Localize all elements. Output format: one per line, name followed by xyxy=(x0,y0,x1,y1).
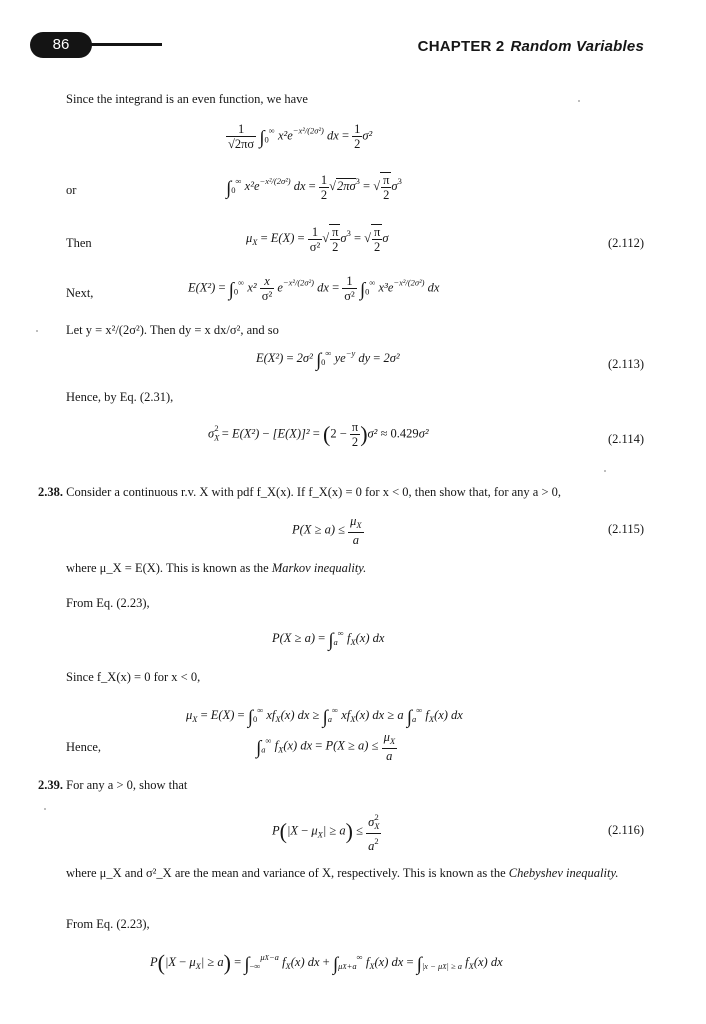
equation-markov-chain: $\mu_X = E(X) = \int_0^\infty$ $xf_X(x)$ dx ≥ $\int_a^\infty$ $xf_X(x)$ dx ≥ a $\int_a^\infty$ $f_X(x)$ dx xyxy=(186,705,463,728)
problem-2-39-number: 2.39. xyxy=(38,778,63,792)
equation-markov-result: $\int_a^\infty$ $f_X(x)$ dx = P(X ≥ a) ≤ $\frac{\mu_X}{a}$ xyxy=(256,730,396,763)
chapter-title: Random Variables xyxy=(510,38,644,55)
equation-number-2-113: (2.113) xyxy=(608,357,644,371)
equation-mean: $\mu_X = E(X)$ = $\frac{1}{\text{σ²}}$ √ $\frac{\pi}{2}$ $\sigma^3$ = √ $\frac{\pi}{2}$ σ xyxy=(246,224,389,254)
running-header xyxy=(418,38,644,55)
problem-2-38 xyxy=(38,485,561,500)
next-text: Next, xyxy=(66,286,94,300)
equation-p-x-ge-a: $P(X \ge a) = \int_a^\infty$ $f_X(x)$ dx xyxy=(272,628,385,651)
problem-2-38-statement: Consider a continuous r.v. X with pdf f_X(x). If f_X(x) = 0 for x < 0, then show that, for any a > 0, xyxy=(66,485,562,499)
substitution-text: Let y = x²/(2σ²). Then dy = x dx/σ², and so xyxy=(66,323,279,337)
markov-definition: where μ_X = E(X). This is known as the Markov inequality. xyxy=(66,561,367,575)
equation-2-116: $P(|X - \mu_X| \ge a)$ ≤ $\frac{\sigma_X^2}{a^2}$ xyxy=(272,812,380,853)
scan-speck xyxy=(604,470,606,472)
hence-text: Hence, xyxy=(66,740,102,754)
chapter-label: CHAPTER 2 xyxy=(417,38,505,55)
hence-by-text: Hence, by Eq. (2.31), xyxy=(66,390,174,404)
equation-2-114: $\sigma_X^2 = E(X^2) - [E(X)]^2 = (2$ − $\frac{\pi}{2}$ )σ² ≈ 0.429σ² xyxy=(208,420,429,449)
equation-2-115: P(X ≥ a) ≤ $\frac{\mu_X}{a}$ xyxy=(292,514,362,547)
equation-number-2-114: (2.114) xyxy=(608,432,644,446)
since-f-text: Since f_X(x) = 0 for x < 0, xyxy=(66,670,201,684)
then-text: Then xyxy=(66,236,92,250)
scan-speck xyxy=(578,100,580,102)
equation-number-2-112: (2.112) xyxy=(608,236,644,250)
equation-number-2-116: (2.116) xyxy=(608,823,644,837)
equation-second-moment: $E(X^2) = \int_0^\infty$ x² $\frac{x}{\text{σ²}}$ $e^{-x^2/(2\sigma^2)}$ dx = $\frac{1}{\text{σ²}}$ $\int_0^\infty$ $x^3e^{-x^2/(2\sigma^2)}$ dx xyxy=(188,274,440,303)
equation-integral-result: $\int_0^\infty$ $x^2e^{-x^2/(2\sigma^2)}$ dx = $\frac{1}{2}$ $√2\pi\sigma^3$ = √ $\frac{\pi}{2}$ $\sigma^3$ xyxy=(226,172,402,202)
equation-number-2-115: (2.115) xyxy=(608,522,644,536)
or-text: or xyxy=(66,183,77,197)
problem-2-39-statement: For any a > 0, show that xyxy=(66,778,188,792)
chebyshev-term: Chebyshev inequality. xyxy=(508,866,619,880)
header-rule xyxy=(84,43,162,46)
equation-2-113: E(X²) = 2σ² $\int_0^\infty$ $ye^{-y}$ dy = 2σ² xyxy=(256,348,400,371)
chebyshev-definition: where μ_X and σ²_X are the mean and variance of X, respectively. This is known as the Chebyshev inequality. xyxy=(66,866,619,880)
scan-speck xyxy=(44,808,46,810)
from-eq-text-1: From Eq. (2.23), xyxy=(66,596,150,610)
page-number: 86 xyxy=(52,36,70,53)
problem-2-38-number: 2.38. xyxy=(38,485,63,499)
intro-text: Since the integrand is an even function, we have xyxy=(66,92,308,106)
from-eq-text-2: From Eq. (2.23), xyxy=(66,917,150,931)
problem-2-39 xyxy=(38,778,187,793)
equation-chebyshev-split: $P(|X - \mu_X| \ge a) = \int_{-\infty}^{\mu X-a}$ $f_X(x)$ dx + $\int_{\mu X+a}^\infty$ $f_X(x)$ dx = $\int_{|x - \mu X| \ge a}$ $f_X(x)$ dx xyxy=(150,950,503,975)
scan-speck xyxy=(36,330,38,332)
markov-term: Markov inequality. xyxy=(271,561,367,575)
equation-even-integral: $\frac{1}{√2\pi\sigma}$ $\int_0^\infty$ $x^2e^{-x^2/(2\sigma^2)}$ dx = $\frac{1}{2}$ σ² xyxy=(228,122,373,151)
